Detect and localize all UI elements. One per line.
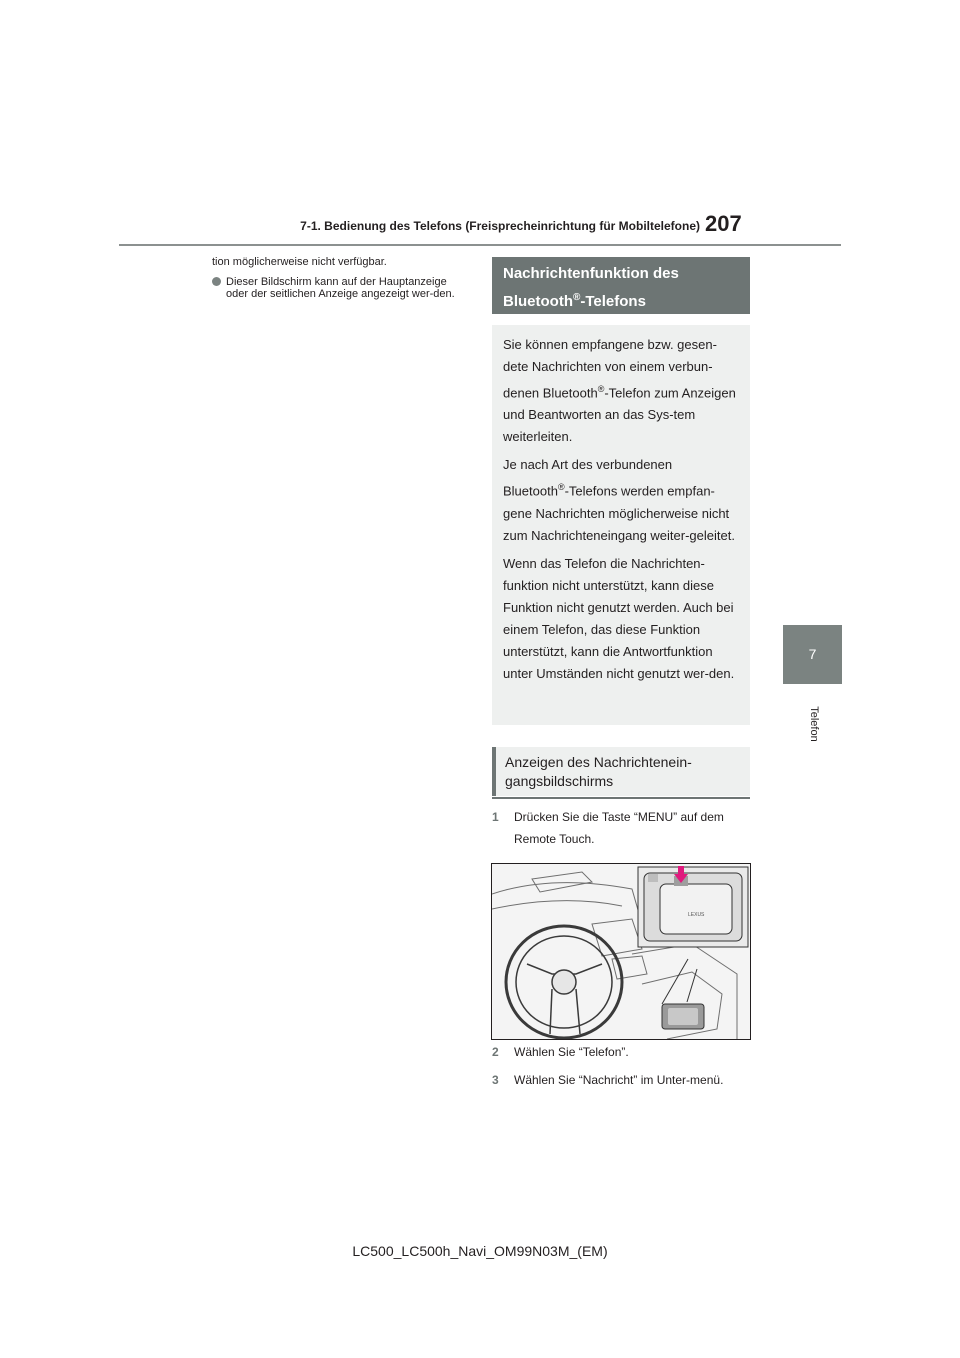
left-column	[212, 256, 470, 308]
remote-touch-illustration	[491, 863, 751, 1040]
section-heading-message-function	[492, 257, 750, 314]
info-box	[492, 325, 750, 725]
step-3	[492, 1069, 750, 1091]
chapter-tab: 7	[783, 625, 842, 684]
step-number: 3	[492, 1073, 499, 1087]
lexus-logo-text: LEXUS	[688, 912, 705, 918]
continued-text: tion möglicherweise nicht verfügbar.	[212, 256, 387, 268]
header-divider	[119, 244, 841, 246]
step-number: 2	[492, 1045, 499, 1059]
step-text: Drücken Sie die Taste “MENU” auf dem Remote Touch.	[514, 810, 724, 846]
info-paragraph-2: Je nach Art des verbundenen Bluetooth®-Telefons werden empfan-gene Nachrichten möglicherweise nicht zum Nachrichteneingang weiter-geleitet.	[503, 457, 735, 543]
step-text: Wählen Sie “Telefon”.	[514, 1045, 629, 1059]
heading-line1: Nachrichtenfunktion des	[503, 265, 679, 282]
chapter-side-label: Telefon	[808, 706, 820, 742]
info-paragraph-1: Sie können empfangene bzw. gesen-dete Nachrichten von einem verbun-denen Bluetooth®-Telefon zum Anzeigen und Beantworten an das Sys-tem weiterleiten.	[503, 337, 736, 445]
bullet-item	[212, 276, 470, 300]
section-heading-rule	[492, 797, 750, 799]
heading-line2: Bluetooth®-Telefons	[503, 292, 646, 310]
bullet-icon	[212, 277, 221, 286]
step-1	[492, 806, 750, 850]
section-heading-inbox	[492, 747, 750, 796]
step-number: 1	[492, 810, 499, 824]
page-number: 207	[705, 211, 742, 236]
car-interior-drawing	[492, 864, 750, 1039]
step-2	[492, 1041, 750, 1063]
bullet-text: Dieser Bildschirm kann auf der Hauptanzeige oder der seitlichen Anzeige angezeigt wer-den.	[226, 276, 455, 300]
manual-code: LC500_LC500h_Navi_OM99N03M_(EM)	[352, 1243, 608, 1259]
chapter-title: 7-1. Bedienung des Telefons (Freisprecheinrichtung für Mobiltelefone)	[300, 219, 700, 233]
step-text: Wählen Sie “Nachricht” im Unter-menü.	[514, 1073, 724, 1087]
info-paragraph-3: Wenn das Telefon die Nachrichten-funktion nicht unterstützt, kann diese Funktion nicht genutzt werden. Auch bei einem Telefon, das diese Funktion unterstützt, kann die Antwortfunktion unter Umständen nicht genutzt wer-den.	[503, 555, 735, 681]
section-heading-inbox-text: Anzeigen des Nachrichtenein-gangsbildschirms	[505, 754, 692, 789]
